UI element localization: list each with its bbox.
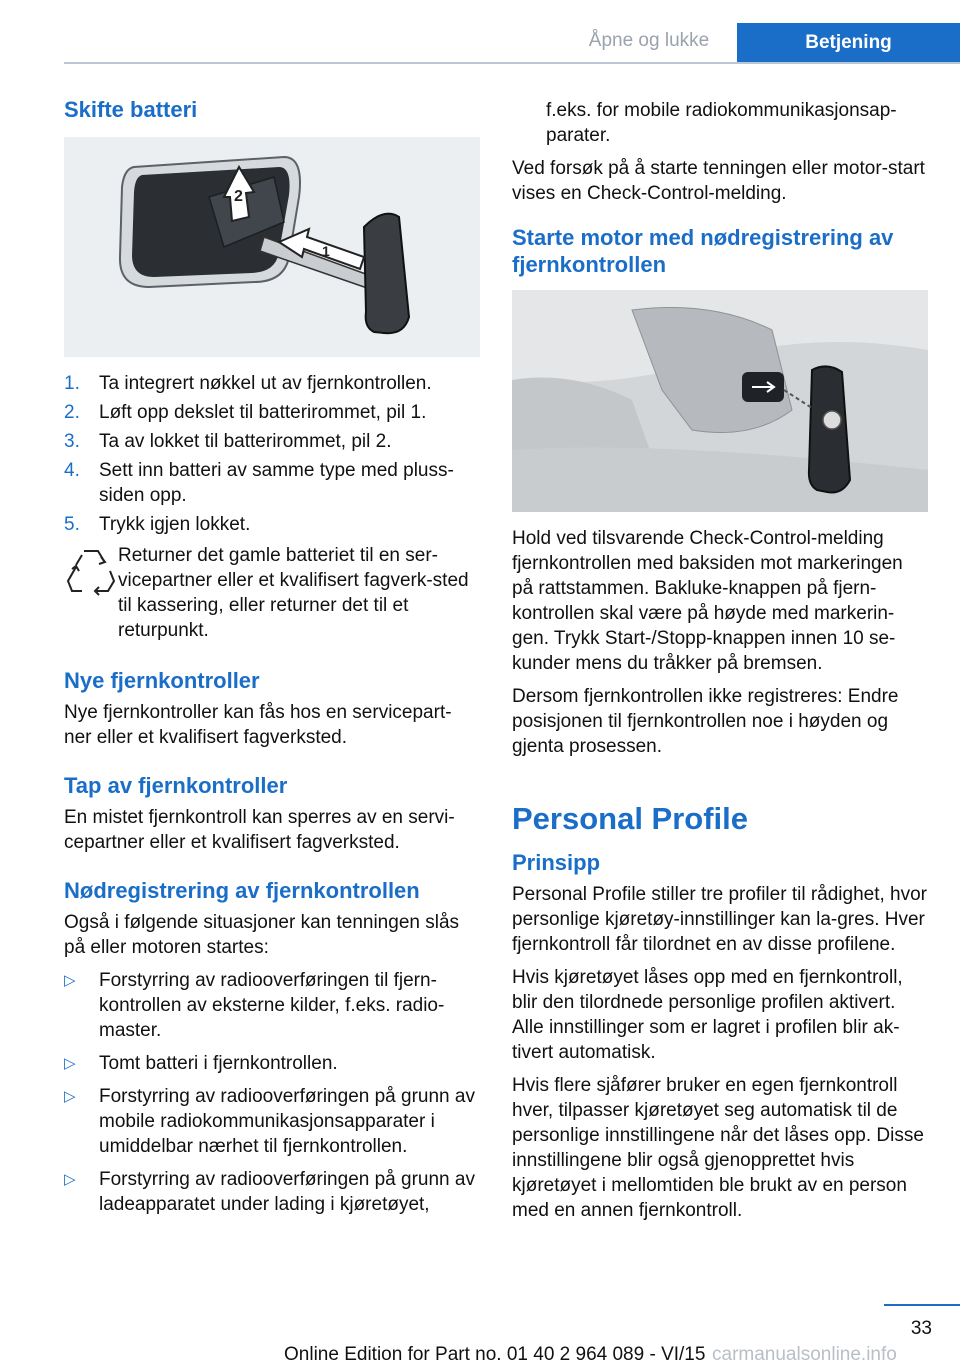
heading-emergency-registration: Nødregistrering av fjernkontrollen [64, 878, 420, 903]
list-item: 4. Sett inn batteri av samme type med pluss-siden opp. [64, 460, 454, 506]
recycle-text: Returner det gamle batteriet til en ser-vicepartner eller et kvalifisert fagverk-sted til kassering, eller returner det til et returpunkt. [118, 545, 469, 641]
paragraph: Hold ved tilsvarende Check-Control-melding fjernkontrollen med baksiden mot markeringen på rattstammen. Bakluke-knappen på fjern-kontrollen skal være på høyde med markerin-gen. Trykk Start-/Stopp-knappen innen 10 se-kunder mens du tråkker på bremsen. [512, 528, 903, 674]
paragraph: En mistet fjernkontroll kan sperres av en servi-cepartner eller et kvalifisert fagverksted. [64, 807, 455, 853]
key-battery-figure [64, 137, 480, 357]
heading-personal-profile: Personal Profile [512, 801, 749, 836]
list-item: ▷ Tomt batteri i fjernkontrollen. [64, 1053, 338, 1074]
key-fob-illustration [64, 137, 480, 357]
paragraph: Ved forsøk på å starte tenningen eller motor-start vises en Check-Control-melding. [512, 158, 925, 204]
right-column [512, 98, 927, 1231]
battery-steps [64, 371, 479, 537]
triangle-bullet-icon: ▷ [64, 972, 76, 989]
heading-lost-remote: Tap av fjernkontroller [64, 773, 288, 798]
list-item: 3. Ta av lokket til batterirommet, pil 2. [64, 431, 392, 452]
list-item: ▷ Forstyrring av radiooverføringen til fjern-kontrollen av eksterne kilder, f.eks. radio-master. [64, 970, 445, 1041]
recycle-note [64, 543, 479, 643]
bullet-continuation: f.eks. for mobile radiokommunikasjonsap-parater. [546, 100, 897, 146]
triangle-bullet-icon: ▷ [64, 1171, 76, 1188]
paragraph: Hvis kjøretøyet låses opp med en fjernkontroll, blir den tilordnede personlige profilen aktivert. Alle innstillinger som er lagret i profilen blir ak-tivert automatisk. [512, 967, 903, 1063]
steering-column-figure [512, 290, 928, 512]
header-section: Åpne og lukke [588, 30, 710, 51]
heading-battery: Skifte batteri [64, 97, 198, 122]
triangle-bullet-icon: ▷ [64, 1088, 76, 1105]
paragraph: Personal Profile stiller tre profiler til rådighet, hvor personlige kjøretøy-innstillinger kan la-gres. Hver fjernkontroll får tilordnet en av disse profilene. [512, 884, 928, 955]
list-item: 5. Trykk igjen lokket. [64, 514, 251, 535]
paragraph: Hvis flere sjåfører bruker en egen fjernkontroll hver, tilpasser kjøretøyet seg automatisk til de personlige innstillingene når det låses opp. Disse innstillingene blir også gjenopprettet hvis kjøretøyet i mellomtiden ble brukt av en person med en annen fjernkontroll. [512, 1075, 924, 1221]
watermark: carmanualsonline.info [712, 1344, 897, 1365]
heading-new-remotes: Nye fjernkontroller [64, 668, 260, 693]
triangle-bullet-icon: ▷ [64, 1055, 76, 1072]
header-tab: Betjening [737, 23, 960, 62]
heading-start-engine: Starte motor med nødregistrering av fjernkontrollen [512, 225, 894, 277]
list-item: 2. Løft opp dekslet til batterirommet, pil 1. [64, 402, 427, 423]
list-item: ▷ Forstyrring av radiooverføringen på grunn av ladeapparatet under lading i kjøretøyet, [64, 1169, 475, 1215]
paragraph: Også i følgende situasjoner kan tenningen slås på eller motoren startes: [64, 912, 460, 958]
page-number: 33 [910, 1318, 932, 1339]
list-item: ▷ Forstyrring av radiooverføringen på grunn av mobile radiokommunikasjonsapparater i umiddelbar nærhet til fjernkontrollen. [64, 1086, 475, 1157]
situation-list [64, 968, 479, 1217]
page-header [0, 0, 960, 62]
paragraph: Dersom fjernkontrollen ikke registreres: Endre posisjonen til fjernkontrollen noe i høyden og gjenta prosessen. [512, 686, 899, 757]
heading-principle: Prinsipp [512, 850, 601, 875]
list-item: 1. Ta integrert nøkkel ut av fjernkontrollen. [64, 373, 432, 394]
paragraph: Nye fjernkontroller kan fås hos en servicepart-ner eller et kvalifisert fagverksted. [64, 702, 452, 748]
recycle-icon [64, 543, 118, 601]
steering-column-illustration [512, 290, 928, 512]
footer-rule [884, 1304, 960, 1306]
header-rule [64, 62, 960, 64]
arrow1-label: 1 [322, 243, 330, 259]
edition-text: Online Edition for Part no. 01 40 2 964 089 - VI/15 [284, 1344, 706, 1365]
arrow2-label: 2 [234, 188, 243, 205]
left-column [64, 96, 479, 1225]
